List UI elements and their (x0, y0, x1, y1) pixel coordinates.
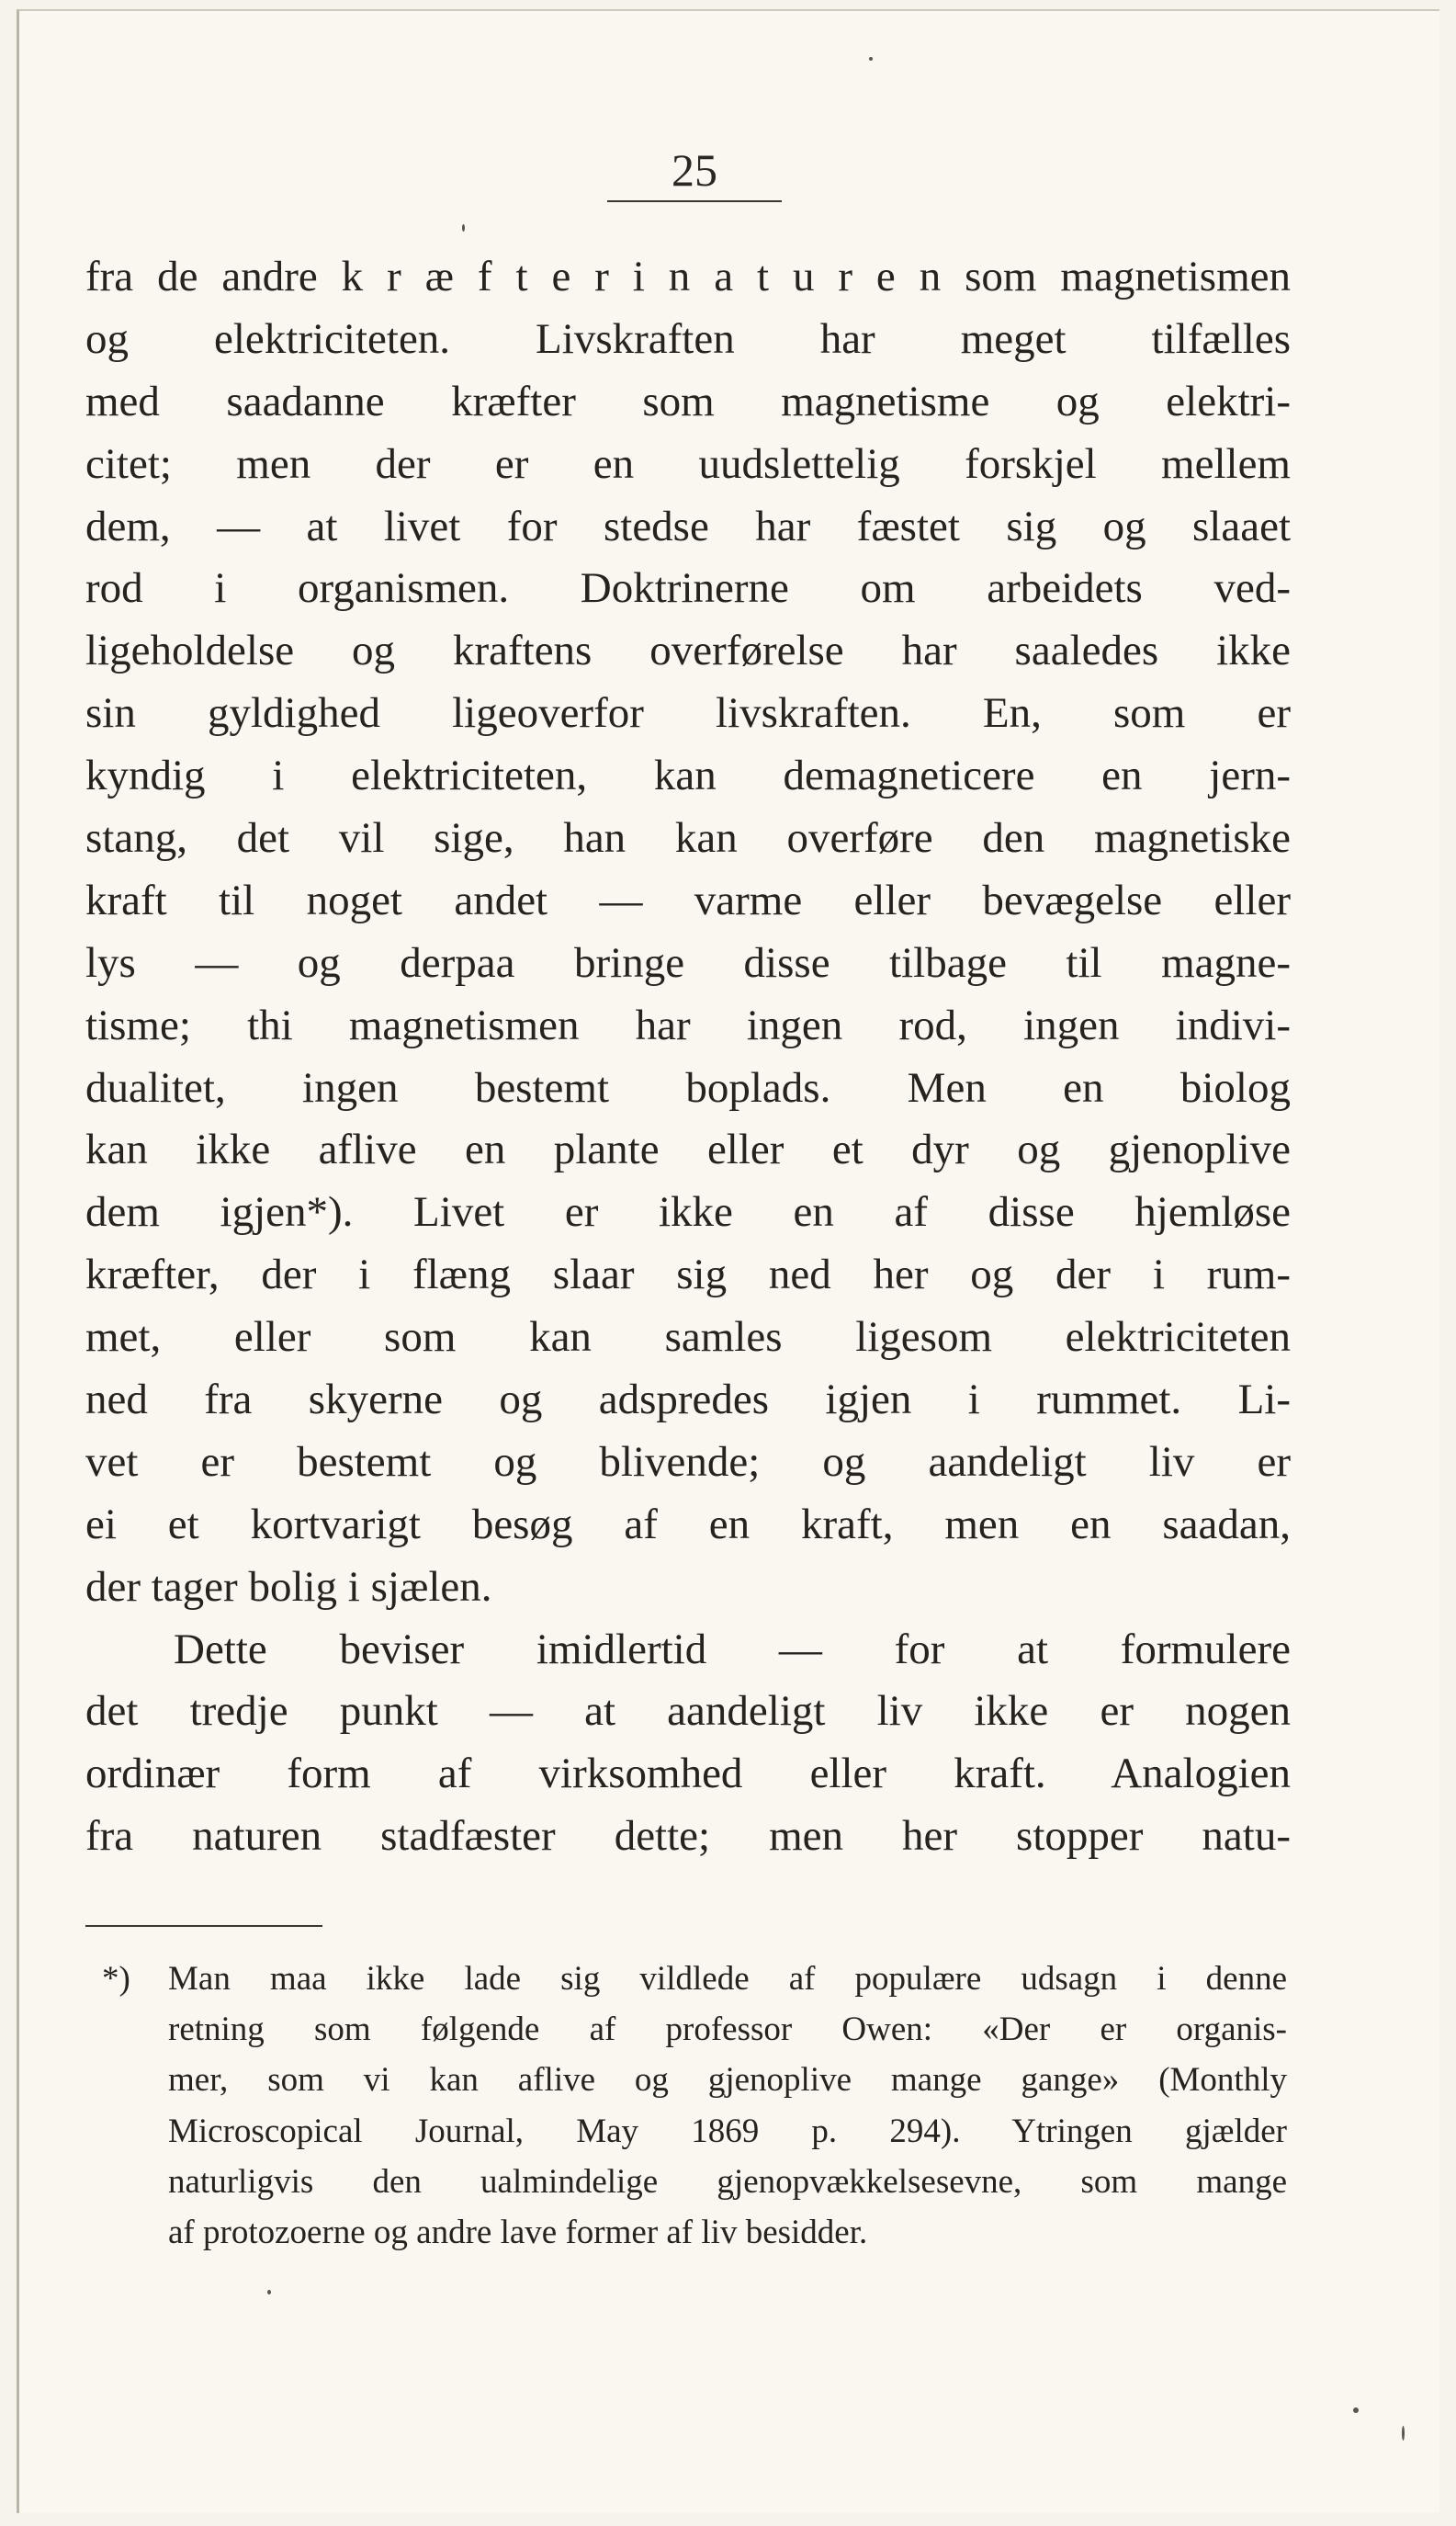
body-line: kan ikke aflive en plante eller et dyr og gjenoplive (85, 1126, 1291, 1174)
body-line: og elektriciteten. Livskraften har meget tilfælles (85, 314, 1291, 363)
print-speck (1353, 2407, 1359, 2413)
body-line: fra naturen stadfæster dette; men her stopper natu- (85, 1812, 1291, 1861)
body-line: det tredje punkt — at aandeligt liv ikke er nogen (85, 1687, 1291, 1736)
body-line: citet; men der er en uudslettelig forskjel mellem (85, 439, 1291, 488)
body-line: ei et kortvarigt besøg af en kraft, men en saadan, (85, 1500, 1291, 1548)
body-line: ligeholdelse og kraftens overførelse har saaledes ikke (85, 627, 1291, 675)
footnote-line: mer, som vi kan aflive og gjenoplive mange gange» (Monthly (168, 2061, 1287, 2100)
footnote-line (102, 1954, 1287, 2004)
book-page (17, 9, 1439, 2513)
footnote (102, 1954, 1287, 2258)
page-number-rule (607, 200, 782, 202)
body-line: tisme; thi magnetismen har ingen rod, ingen indivi- (85, 1001, 1291, 1049)
body-line: vet er bestemt og blivende; og aandeligt liv er (85, 1437, 1291, 1486)
footnote-line: af protozoerne og andre lave former af liv besidder. (168, 2213, 868, 2251)
body-line: fra de andre k r æ f t e r i n a t u r e n som magnetismen (85, 253, 1291, 300)
page-number-text: 25 (672, 144, 717, 196)
body-line: sin gyldighed ligeoverfor livskraften. En, som er (85, 689, 1291, 738)
body-line: ned fra skyerne og adspredes igjen i rummet. Li- (85, 1376, 1291, 1424)
footnote-line: retning som følgende af professor Owen: «Der er organis- (168, 2011, 1287, 2049)
footnote-marker: *) (102, 1960, 130, 1998)
body-line: dem igjen*). Livet er ikke en af disse hjemløse (85, 1188, 1291, 1237)
footnote-line-text: Man maa ikke lade sig vildlede af populære udsagn i denne (168, 1960, 1287, 1998)
body-line: der tager bolig i sjælen. (85, 1562, 492, 1611)
body-text (85, 246, 1291, 1868)
print-speck (869, 57, 873, 61)
body-line: met, eller som kan samles ligesom elektriciteten (85, 1313, 1291, 1362)
body-line: stang, det vil sige, han kan overføre den magnetiske (85, 814, 1291, 863)
footnote-separator (85, 1925, 322, 1927)
body-line: kræfter, der i flæng slaar sig ned her og der i rum- (85, 1251, 1291, 1299)
body-line: Dette beviser imidlertid — for at formulere (174, 1625, 1291, 1673)
footnote-line: Microscopical Journal, May 1869 p. 294). Ytringen gjælder (168, 2112, 1287, 2150)
body-line: dem, — at livet for stedse har fæstet sig og slaaet (85, 502, 1291, 550)
body-line: lys — og derpaa bringe disse tilbage til magne- (85, 938, 1291, 987)
body-line: kyndig i elektriciteten, kan demagneticere en jern- (85, 752, 1291, 800)
footnote-line: naturligvis den ualmindelige gjenopvækkelsesevne, som mange (168, 2162, 1287, 2201)
body-line: dualitet, ingen bestemt boplads. Men en biolog (85, 1063, 1291, 1112)
print-speck (462, 224, 465, 232)
print-speck (267, 2290, 271, 2294)
print-speck (1402, 2426, 1405, 2441)
body-line: med saadanne kræfter som magnetisme og elektri- (85, 377, 1291, 425)
body-line: rod i organismen. Doktrinerne om arbeidets ved- (85, 564, 1291, 613)
body-line: kraft til noget andet — varme eller bevægelse eller (85, 876, 1291, 924)
page-number (607, 144, 782, 196)
body-line: ordinær form af virksomhed eller kraft. Analogien (85, 1750, 1291, 1798)
